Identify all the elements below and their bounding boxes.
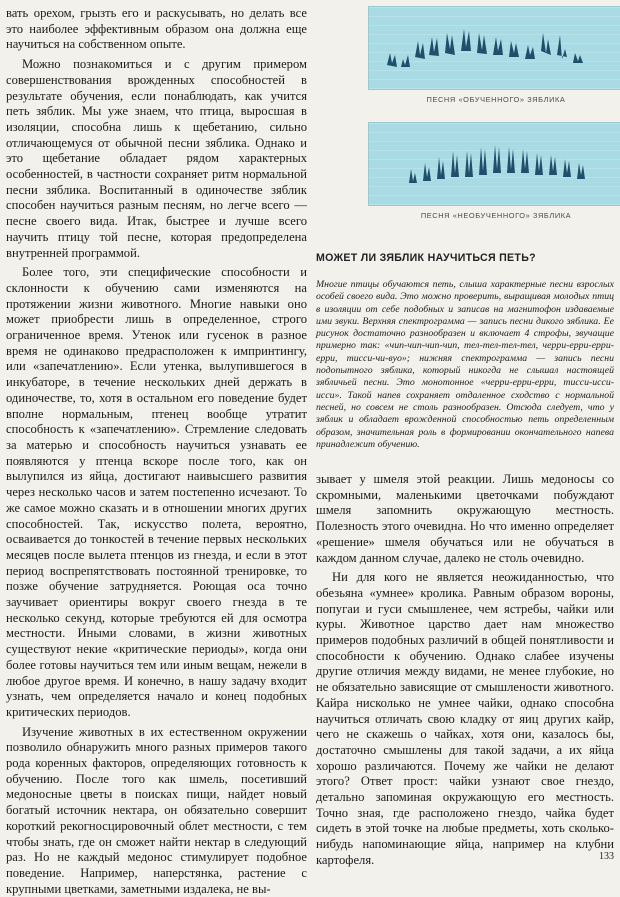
spectrogram-trained <box>368 6 620 90</box>
sidebar-title: МОЖЕТ ЛИ ЗЯБЛИК НАУЧИТЬСЯ ПЕТЬ? <box>316 252 536 264</box>
right-text-column <box>316 472 614 869</box>
paragraph: Изучение животных в их естественном окружении позволило обнаружить много разных примеров такого рода коренных факторов, определяющих готовность к обучению. После того как шмель, посетивший медоносные цветы в поисках пищи, найдет новый богатый источник нектара, он обязательно совершит короткий рекогносцировочный облет местности, с тем чтобы знать, где он сможет найти нектар в следующий раз. Но не каждый медонос стимулирует подобное поведение. Например, наперстянка, растение с крупными цветками, заметными издалека, не вы- <box>6 724 307 896</box>
caption-trained: ПЕСНЯ «ОБУЧЕННОГО» ЗЯБЛИКА <box>426 95 566 104</box>
paragraph: Более того, эти специфические способности и склонности к обучению сами изменяются на протяжении жизни животного. Многие навыки оно может приобрести лишь в определенное, строго ограниченное время. Утенок или гусенок в разное время не одинаково предрасположен к импринтингу, или «запечатлению». Если утенка, вылупившегося в инкубаторе, в течение нескольких дней держать в одиночестве, то, хотя в остальном его поведение будет вполне нормальным, птенец вообще утратит способность к «запечатлению». Стремление следовать за матерью и способность научиться узнавать ее появляются у птенца вскоре после того, как он вылупился из яйца, достигают наивысшего развития через несколько часов и затем постепенно исчезают. То же самое можно сказать и в отношении многих других способностей. Так, искусство полета, вероятно, осваивается до тонкостей в течение первых нескольких месяцев после вылета птенцов из гнезда, и если в этот период воспрепятствовать постоянной тренировке, то позже обучение затрудняется. Роющая оса точно заучивает ориентиры вокруг своего гнезда в те несколько секунд, которые требуются ей для осмотра местности. Иными словами, в жизни животных существуют некие «критические периоды», когда они более готовы научиться тем или иным вещам, нежели в любое другое время. И конечно, в нашу задачу входит узнать, чем определяется начало и конец подобных критических периодов. <box>6 265 307 719</box>
paragraph: зывает у шмеля этой реакции. Лишь медоносы со скромными, маленькими цветочками побуждают шмеля запомнить окружающую местность. Полезность этого очевидна. Но что именно определяет «решение» шмеля обучаться или не обучаться в каждом данном случае, далеко не столь очевидно. <box>316 472 614 565</box>
spectrogram-untrained-trace <box>369 123 620 206</box>
page-number: 133 <box>599 851 614 862</box>
paragraph: вать орехом, грызть его и раскусывать, но делать все это наиболее эффективным образом она должна еще научиться на собственном опыте. <box>6 6 307 52</box>
spectrogram-untrained <box>368 122 620 206</box>
caption-untrained: ПЕСНЯ «НЕОБУЧЕННОГО» ЗЯБЛИКА <box>420 211 572 220</box>
left-text-column <box>6 6 307 897</box>
sidebar-text: Многие птицы обучаются петь, слыша характерные песни взрослых особей своего вида. Это можно проверить, выращивая молодых птиц в изоляции от себе подобных и записав на магнитофон издаваемые ими звуки. Верхняя спектрограмма — запись песни дикого зяблика. Ее рисунок достаточно разнообразен и включает 4 строфы, звучащие примерно так: «чип-чип-чип-чип, тел-тел-тел-тел, черри-ерри-ерри-ерри, тисси-чи-вуо»; нижняя спектрограмма — запись песни подопытного зяблика, который никогда не слышал настоящей зябличьей песни. Это монотонное «черри-ерри-ерри, тисси-исси-исси». Такой напев сохраняет отдаленное сходство с нормальной песней, но совсем не столь разнообразен. Отсюда следует, что у зяблик и обладает врожденной способностью петь определенным образом, значительная роль в формировании окончательного напева принадлежит обучению. <box>316 279 614 450</box>
paragraph: Ни для кого не является неожиданностью, что обезьяна «умнее» кролика. Равным образом вороны, попугаи и гуси смышленее, чем ястребы, чайки или куры. Животное царство дает нам множество примеров подобных различий в общей понятливости и способности к обучению. Однако слабее изучены другие отличия между видами, не менее глубокие, но не обязательно зависящие от смышлености животного. Кайра нисколько не умнее чайки, однако способна научиться отличать свою кладку от яиц других кайр, чего не скажешь о чайках, хотя они, казалось бы, достаточно смышлены для такой задачи, а их яйца хорошо различаются. Почему же чайки не делают этого? Ответ прост: чайки узнают свое гнездо, детально запоминая окружающую его местность. Точно зная, где расположено гнездо, чайка будет сидеть в этой точке на любые предметы, хоть сколько-нибудь напоминающие яйца, например на клубни картофеля. <box>316 570 614 867</box>
spectrogram-trained-trace <box>369 7 620 90</box>
paragraph: Можно познакомиться и с другим примером совершенствования врожденных способностей в результате обучения, если понаблюдать, как учится петь зяблик. Мы уже знаем, что птица, выросшая в изоляции, способна лишь к щебетанию, сильно отличающемуся от обычной песни зяблика. Однако и это щебетание обладает рядом характерных особенностей, в частности сохраняет ритм нормальной песни зяблика. Воспитанный в одиночестве зяблик способен научиться разным песням, но легче всего — песне своего вида. Итак, быстрее и лучше всего научить птицу той песне, которая предопределена внутренней программой. <box>6 57 307 260</box>
sidebar-box <box>316 252 614 461</box>
spectrogram-figure <box>316 6 614 220</box>
